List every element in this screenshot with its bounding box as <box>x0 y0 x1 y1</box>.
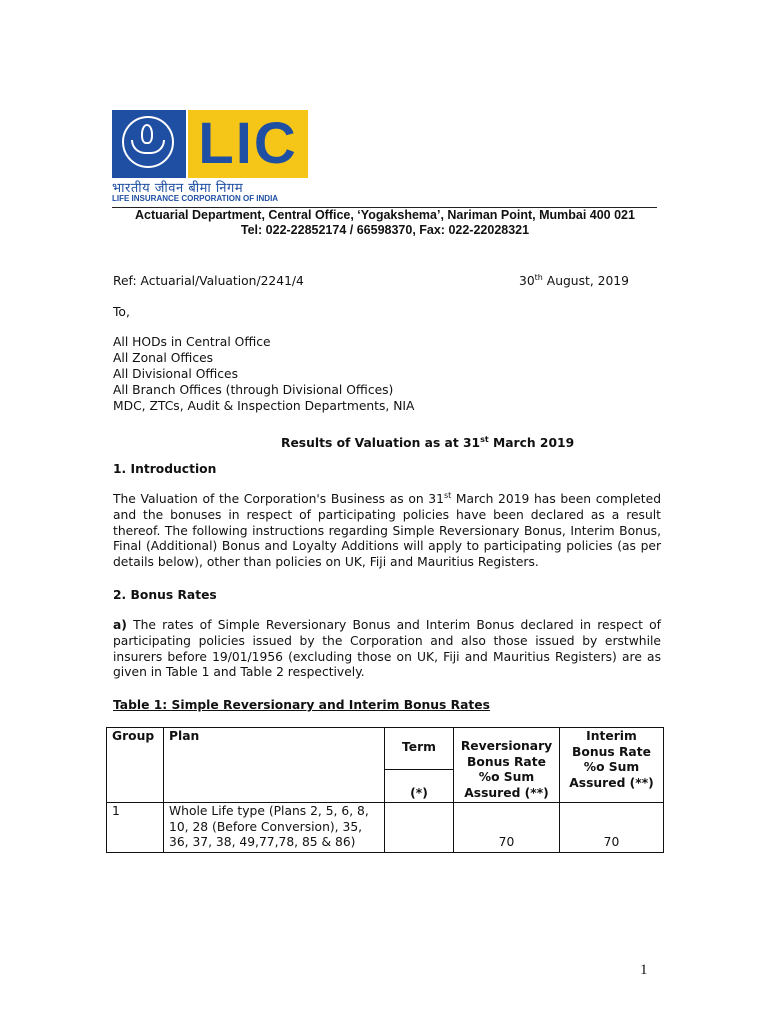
header-interim-bonus: Interim Bonus Rate %o Sum Assured (**) <box>560 728 664 803</box>
logo-hindi-name: भारतीय जीवन बीमा निगम <box>112 181 244 196</box>
logo-wordmark: LIC <box>188 110 308 178</box>
lic-emblem-icon <box>112 110 186 178</box>
bonus-rates-table <box>106 727 664 853</box>
recipient-item: All Zonal Offices <box>113 351 214 365</box>
reference-number: Ref: Actuarial/Valuation/2241/4 <box>113 274 304 288</box>
cell-group: 1 <box>107 803 164 853</box>
bonus-rates-paragraph: a) The rates of Simple Reversionary Bonus and Interim Bonus declared in respect of participating policies issued by the Corporation and also those issued by erstwhile insurers before 19/01/1956 (excluding those on UK, Fiji and Mauritius Registers) are as given in Table 1 and Table 2 respectively. <box>113 618 661 680</box>
cell-term <box>385 803 454 853</box>
page-number: 1 <box>640 962 648 978</box>
header-reversionary-bonus: Reversionary Bonus Rate %o Sum Assured (**) <box>454 728 560 803</box>
header-term: Term <box>385 728 454 770</box>
recipient-item: All HODs in Central Office <box>113 335 271 349</box>
letter-date: 30th August, 2019 <box>519 272 629 288</box>
letterhead-address: Actuarial Department, Central Office, ‘Yogakshema’, Nariman Point, Mumbai 400 021 <box>135 208 635 222</box>
lic-logo <box>112 110 308 206</box>
table-row <box>107 803 664 853</box>
header-group: Group <box>107 728 164 803</box>
table-caption: Table 1: Simple Reversionary and Interim Bonus Rates <box>113 698 490 712</box>
header-plan: Plan <box>164 728 385 803</box>
recipient-item: All Branch Offices (through Divisional Offices) <box>113 383 394 397</box>
recipient-item: MDC, ZTCs, Audit & Inspection Departments, NIA <box>113 399 415 413</box>
cell-interim-rate: 70 <box>560 803 664 853</box>
letter-subject: Results of Valuation as at 31st March 2019 <box>281 434 575 450</box>
logo-english-name: LIFE INSURANCE CORPORATION OF INDIA <box>112 194 279 203</box>
section-heading-introduction: 1. Introduction <box>113 462 217 476</box>
cell-plan: Whole Life type (Plans 2, 5, 6, 8, 10, 28 (Before Conversion), 35, 36, 37, 38, 49,77,78, 85 & 86) <box>164 803 385 853</box>
header-term-note: (*) <box>385 770 454 803</box>
cell-reversionary-rate: 70 <box>454 803 560 853</box>
section-heading-bonus-rates: 2. Bonus Rates <box>113 588 217 602</box>
letterhead-contact: Tel: 022-22852174 / 66598370, Fax: 022-22028321 <box>240 223 530 237</box>
recipient-item: All Divisional Offices <box>113 367 239 381</box>
introduction-paragraph: The Valuation of the Corporation's Business as on 31st March 2019 has been completed and the bonuses in respect of participating policies have been declared as a result thereof. The following instructions regarding Simple Reversionary Bonus, Interim Bonus, Final (Additional) Bonus and Loyalty Additions will apply to participating policies (as per details below), other than policies on UK, Fiji and Mauritius Registers. <box>113 490 661 570</box>
salutation-to: To, <box>113 305 130 319</box>
